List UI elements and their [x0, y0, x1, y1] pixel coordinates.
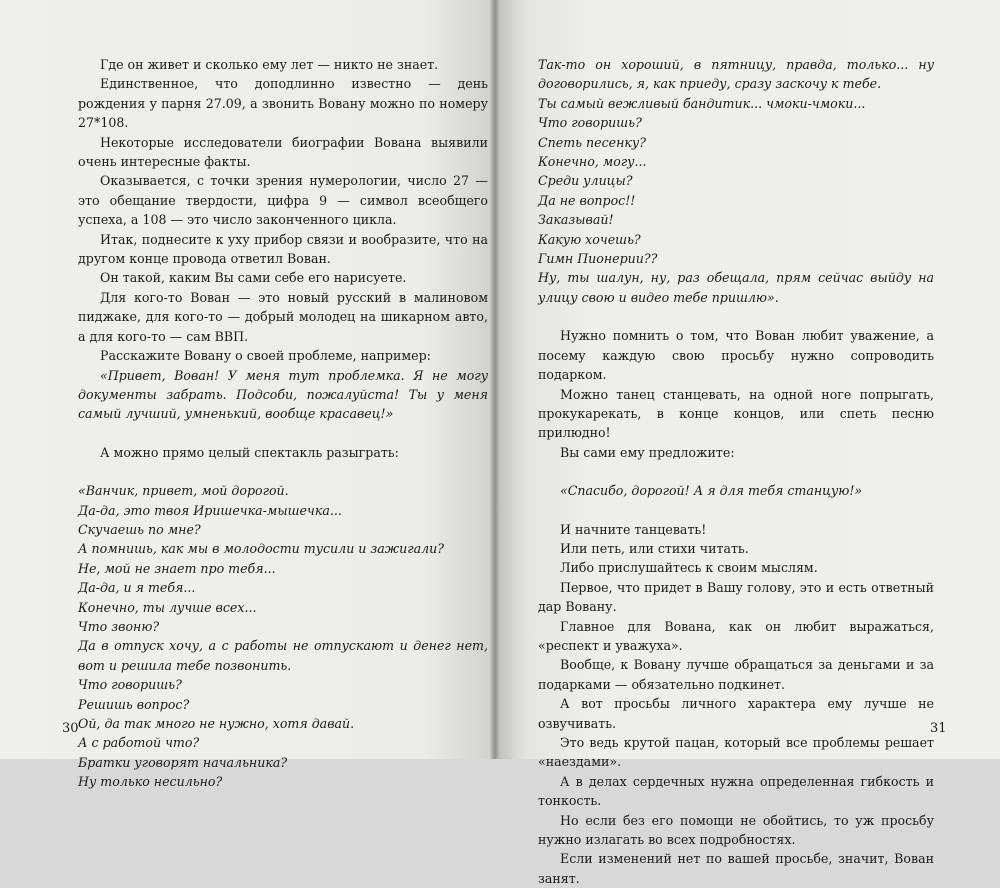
- left-page-text: [78, 55, 488, 792]
- left-page: [0, 0, 496, 790]
- dialogue-line: Что звоню?: [78, 618, 160, 634]
- spacer: [78, 424, 488, 443]
- left-dialogue: [78, 481, 488, 792]
- right-paragraph: Вы сами ему предложите:: [560, 444, 735, 460]
- right-quote: «Спасибо, дорогой! А я для тебя станцую!»: [560, 483, 863, 499]
- right-paragraph: Первое, что придет в Вашу голову, это и есть ответный дар Вовану.: [538, 579, 934, 615]
- dialogue-line: Ой, да так много не нужно, хотя давай.: [78, 716, 355, 731]
- dialogue-line: Не, мой не знает про тебя...: [78, 560, 276, 576]
- right-paragraph: Нужно помнить о том, что Вован любит уважение, а посему каждую свою просьбу нужно сопроводить подарком.: [538, 328, 934, 383]
- dialogue-line: Братки уговорят начальника?: [78, 754, 288, 770]
- right-page: [496, 0, 1000, 886]
- dialogue-line: Спеть песенку?: [538, 134, 646, 150]
- left-paragraph: Расскажите Вовану о своей проблеме, например:: [100, 348, 431, 364]
- dialogue-line: Ну только несильно?: [78, 774, 223, 790]
- dialogue-line: Какую хочешь?: [538, 231, 641, 247]
- right-paragraph: Можно танец станцевать, на одной ноге попрыгать, прокукарекать, в конце концов, или спеть песню прилюдно!: [538, 386, 934, 441]
- book-gutter: [490, 0, 500, 759]
- right-paragraph: Или петь, или стихи читать.: [560, 540, 749, 556]
- right-paragraph: А вот просьбы личного характера ему лучше не озвучивать.: [538, 696, 934, 731]
- right-paragraph: А в делах сердечных нужна определенная гибкость и тонкость.: [538, 773, 934, 809]
- dialogue-line: Заказывай!: [538, 212, 614, 228]
- dialogue-line: А с работой что?: [78, 735, 200, 751]
- dialogue-line: Да-да, это твоя Иришечка-мышечка...: [78, 502, 342, 518]
- right-dialogue: [538, 55, 934, 307]
- page-number: 30: [62, 721, 79, 736]
- spacer: [78, 462, 488, 481]
- dialogue-line: Конечно, могу...: [538, 154, 647, 170]
- dialogue-line: Да в отпуск хочу, а с работы не отпускают и денег нет, вот и решила тебе позвонить.: [78, 638, 488, 673]
- dialogue-line: Что говоришь?: [78, 677, 182, 693]
- right-paragraph: И начните танцевать!: [560, 521, 707, 537]
- left-paragraph: Оказывается, с точки зрения нумерологии, число 27 — это обещание твердости, цифра 9 — символ всеобщего успеха, а 108 — это число законченного цикла.: [78, 173, 488, 228]
- dialogue-line: Так-то он хороший, в пятницу, правда, только... ну договорились, я, как приеду, сразу заскочу к тебе.: [538, 57, 934, 92]
- spacer: [538, 501, 934, 520]
- dialogue-line: Да не вопрос!!: [538, 192, 636, 208]
- dialogue-line: Гимн Пионерии??: [538, 251, 658, 267]
- right-paragraph: Это ведь крутой пацан, который все проблемы решает «наездами».: [538, 735, 934, 770]
- left-paragraph: Единственное, что доподлинно известно — день рождения у парня 27.09, а звонить Вовану можно по номеру 27*108.: [78, 76, 488, 131]
- dialogue-line: Скучаешь по мне?: [78, 521, 201, 537]
- left-paragraph: Некоторые исследователи биографии Вована выявили очень интересные факты.: [78, 134, 488, 170]
- dialogue-line: Среди улицы?: [538, 173, 633, 189]
- dialogue-line: А помнишь, как мы в молодости тусили и зажигали?: [78, 541, 444, 557]
- left-lead: А можно прямо целый спектакль разыграть:: [100, 444, 399, 460]
- dialogue-line: Конечно, ты лучше всех...: [78, 599, 257, 615]
- left-paragraph: Где он живет и сколько ему лет — никто не знает.: [100, 57, 439, 72]
- dialogue-line: Что говоришь?: [538, 115, 642, 131]
- right-page-text: [538, 55, 934, 888]
- dialogue-line: Ты самый вежливый бандитик... чмоки-чмоки...: [538, 95, 866, 111]
- left-paragraph: Он такой, каким Вы сами себе его нарисуете.: [100, 270, 407, 286]
- spacer: [538, 307, 934, 326]
- left-quote: «Привет, Вован! У меня тут проблемка. Я не могу документы забрать. Подсоби, пожалуйста! Ты у меня самый лучший, умненький, вообще красавец!»: [78, 367, 488, 422]
- right-paragraph: Вообще, к Вовану лучше обращаться за деньгами и за подарками — обязательно подкинет.: [538, 657, 934, 692]
- spacer: [538, 462, 934, 481]
- right-paragraph: Главное для Вована, как он любит выражаться, «респект и уважуха».: [538, 618, 934, 653]
- dialogue-line: «Ванчик, привет, мой дорогой.: [78, 483, 289, 499]
- dialogue-line: Ну, ты шалун, ну, раз обещала, прям сейчас выйду на улицу свою и видео тебе пришлю».: [538, 270, 934, 305]
- right-paragraph: Либо прислушайтесь к своим мыслям.: [560, 560, 818, 576]
- left-paragraph: Для кого-то Вован — это новый русский в малиновом пиджаке, для кого-то — добрый молодец на шикарном авто, а для кого-то — сам ВВП.: [78, 289, 488, 344]
- dialogue-line: Решишь вопрос?: [78, 696, 190, 712]
- left-paragraph: Итак, поднесите к уху прибор связи и вообразите, что на другом конце провода ответил Вован.: [78, 231, 488, 267]
- right-paragraph: Если изменений нет по вашей просьбе, значит, Вован занят.: [538, 851, 934, 886]
- dialogue-line: Да-да, и я тебя...: [78, 580, 196, 596]
- page-number: 31: [930, 721, 947, 736]
- right-paragraph: Но если без его помощи не обойтись, то уж просьбу нужно излагать во всех подробностях.: [538, 812, 934, 848]
